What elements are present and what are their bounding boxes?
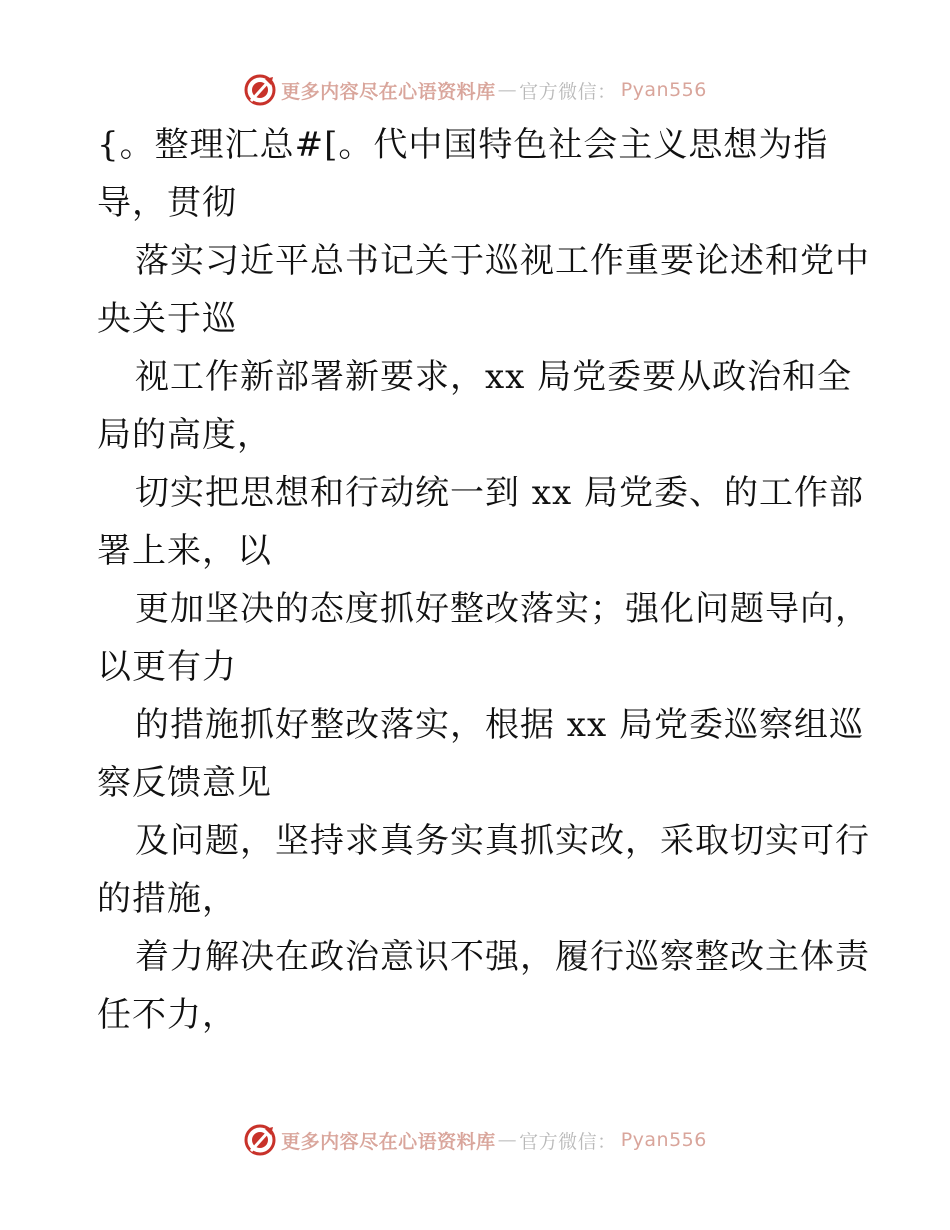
document-body (97, 116, 870, 1044)
text-line: 视工作新部署新要求，xx 局党委要从政治和全 (135, 357, 853, 397)
footer-watermark (0, 1120, 950, 1160)
text-line: 任不力， (97, 995, 237, 1035)
pen-logo-icon (243, 73, 277, 107)
text-line: {。整理汇总#[。代中国特色社会主义思想为指 (97, 125, 829, 165)
watermark-main-text: 更多内容尽在心语资料库 (281, 80, 496, 103)
text-line: 以更有力 (97, 647, 237, 687)
text-line: 察反馈意见 (97, 763, 272, 803)
watermark-dash: — (497, 79, 518, 101)
watermark-sub-text: 官方微信： (519, 1130, 617, 1153)
text-line: 局的高度， (97, 415, 272, 455)
watermark-id: Pyan556 (620, 1129, 707, 1151)
watermark-sub-text: 官方微信： (519, 80, 617, 103)
watermark-main-text: 更多内容尽在心语资料库 (281, 1130, 496, 1153)
text-line: 更加坚决的态度抓好整改落实；强化问题导向， (135, 589, 870, 629)
text-line: 切实把思想和行动统一到 xx 局党委、的工作部 (135, 473, 864, 513)
text-line: 的措施抓好整改落实，根据 xx 局党委巡察组巡 (135, 705, 864, 745)
text-line: 及问题，坚持求真务实真抓实改，采取切实可行 (135, 821, 870, 861)
header-watermark (0, 70, 950, 110)
text-line: 的措施， (97, 879, 237, 919)
pen-logo-icon (243, 1123, 277, 1157)
watermark-dash: — (497, 1129, 518, 1151)
text-line: 着力解决在政治意识不强，履行巡察整改主体责 (135, 937, 870, 977)
text-line: 导，贯彻 (97, 183, 237, 223)
text-line: 署上来，以 (97, 531, 272, 571)
watermark-id: Pyan556 (620, 79, 707, 101)
text-line: 落实习近平总书记关于巡视工作重要论述和党中 (135, 241, 870, 281)
text-line: 央关于巡 (97, 299, 237, 339)
